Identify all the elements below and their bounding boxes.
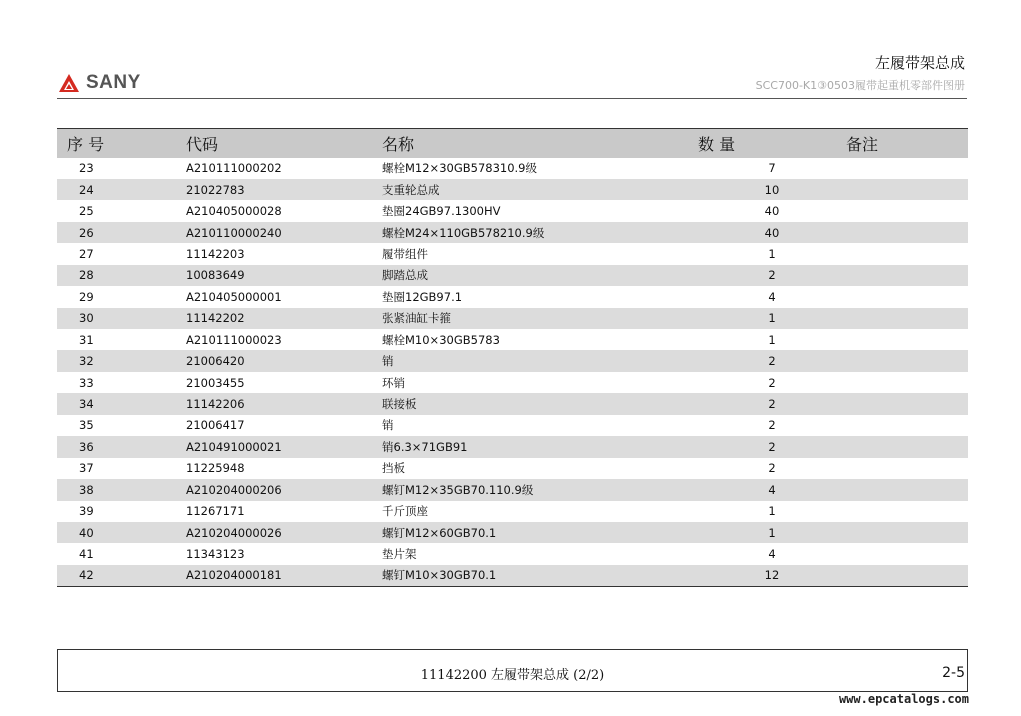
- cell-number: 42: [79, 568, 94, 583]
- cell-number: 23: [79, 161, 94, 176]
- cell-name: 螺栓M24×110GB578210.9级: [382, 225, 545, 240]
- cell-code: A210405000028: [186, 204, 282, 219]
- cell-remarks: [846, 286, 968, 307]
- cell-quantity: 1: [768, 332, 776, 347]
- cell-quantity: 4: [768, 289, 776, 304]
- cell-remarks: [846, 222, 968, 243]
- cell-remarks: [846, 458, 968, 479]
- cell-code: 11267171: [186, 504, 245, 519]
- cell-remarks: [846, 565, 968, 586]
- page-number: 2-5: [942, 665, 965, 681]
- cell-name: 脚踏总成: [382, 268, 428, 283]
- table-row: [57, 286, 968, 307]
- table-row: [57, 501, 968, 522]
- cell-remarks: [846, 179, 968, 200]
- cell-number: 40: [79, 525, 94, 540]
- cell-name: 挡板: [382, 461, 405, 476]
- cell-remarks: [846, 372, 968, 393]
- table-row: [57, 479, 968, 500]
- column-header-name: 名称: [382, 134, 415, 154]
- cell-code: 11343123: [186, 547, 245, 562]
- cell-remarks: [846, 200, 968, 221]
- cell-remarks: [846, 522, 968, 543]
- cell-quantity: 1: [768, 311, 776, 326]
- table-row: [57, 308, 968, 329]
- watermark-url: www.epcatalogs.com: [838, 692, 969, 706]
- cell-code: A210491000021: [186, 439, 282, 454]
- table-row: [57, 372, 968, 393]
- cell-code: 11142206: [186, 397, 245, 412]
- table-header-row: [57, 129, 968, 158]
- cell-quantity: 7: [768, 161, 776, 176]
- column-header-remarks: 备注: [846, 134, 879, 154]
- cell-quantity: 2: [768, 375, 776, 390]
- cell-number: 39: [79, 504, 94, 519]
- cell-number: 38: [79, 482, 94, 497]
- sany-logo: [58, 72, 141, 94]
- table-row: [57, 393, 968, 414]
- cell-remarks: [846, 265, 968, 286]
- cell-code: 21006420: [186, 354, 245, 369]
- table-row: [57, 458, 968, 479]
- cell-code: 21022783: [186, 182, 245, 197]
- cell-name: 环销: [382, 375, 405, 390]
- table-row: [57, 265, 968, 286]
- cell-name: 履带组件: [382, 246, 428, 261]
- sany-logo-icon: [58, 73, 80, 93]
- cell-quantity: 4: [768, 547, 776, 562]
- cell-number: 41: [79, 547, 94, 562]
- cell-code: 10083649: [186, 268, 245, 283]
- cell-name: 垫圈24GB97.1300HV: [382, 204, 501, 219]
- table-row: [57, 222, 968, 243]
- column-header-quantity: 数 量: [698, 134, 736, 154]
- logo-text: SANY: [86, 72, 141, 93]
- cell-name: 销: [382, 354, 394, 369]
- cell-name: 螺钉M12×35GB70.110.9级: [382, 482, 534, 497]
- parts-table: [57, 128, 968, 587]
- cell-quantity: 2: [768, 397, 776, 412]
- document-title: 左履带架总成: [874, 54, 965, 72]
- cell-number: 26: [79, 225, 94, 240]
- cell-remarks: [846, 158, 968, 179]
- cell-code: A210204000206: [186, 482, 282, 497]
- cell-remarks: [846, 308, 968, 329]
- cell-name: 垫圈12GB97.1: [382, 289, 463, 304]
- cell-name: 螺栓M12×30GB578310.9级: [382, 161, 537, 176]
- cell-number: 36: [79, 439, 94, 454]
- cell-quantity: 10: [764, 182, 780, 197]
- header-divider: [57, 98, 967, 99]
- cell-code: A210204000181: [186, 568, 282, 583]
- cell-name: 销: [382, 418, 394, 433]
- cell-code: 11142202: [186, 311, 245, 326]
- cell-code: A210110000240: [186, 225, 282, 240]
- table-row: [57, 329, 968, 350]
- cell-quantity: 12: [764, 568, 780, 583]
- cell-number: 24: [79, 182, 94, 197]
- cell-number: 33: [79, 375, 94, 390]
- column-header-code: 代码: [186, 134, 219, 154]
- cell-quantity: 40: [764, 204, 780, 219]
- table-row: [57, 522, 968, 543]
- cell-number: 28: [79, 268, 94, 283]
- cell-name: 联接板: [382, 397, 417, 412]
- cell-number: 32: [79, 354, 94, 369]
- cell-code: A210111000023: [186, 332, 282, 347]
- cell-number: 25: [79, 204, 94, 219]
- table-row: [57, 415, 968, 436]
- cell-quantity: 2: [768, 354, 776, 369]
- table-row: [57, 200, 968, 221]
- cell-quantity: 1: [768, 525, 776, 540]
- table-row: [57, 158, 968, 179]
- table-row: [57, 179, 968, 200]
- cell-name: 垫片架: [382, 547, 417, 562]
- cell-quantity: 1: [768, 504, 776, 519]
- cell-number: 35: [79, 418, 94, 433]
- cell-name: 支重轮总成: [382, 182, 440, 197]
- table-row: [57, 243, 968, 264]
- cell-code: 11225948: [186, 461, 245, 476]
- cell-quantity: 2: [768, 461, 776, 476]
- cell-name: 螺栓M10×30GB5783: [382, 332, 500, 347]
- cell-remarks: [846, 393, 968, 414]
- cell-number: 37: [79, 461, 94, 476]
- cell-quantity: 2: [768, 439, 776, 454]
- cell-number: 31: [79, 332, 94, 347]
- table-row: [57, 565, 968, 586]
- column-header-number: 序 号: [67, 134, 105, 154]
- cell-name: 螺钉M10×30GB70.1: [382, 568, 497, 583]
- cell-remarks: [846, 543, 968, 564]
- cell-code: 21003455: [186, 375, 245, 390]
- cell-remarks: [846, 479, 968, 500]
- table-row: [57, 543, 968, 564]
- cell-code: A210204000026: [186, 525, 282, 540]
- cell-quantity: 1: [768, 246, 776, 261]
- cell-name: 销6.3×71GB91: [382, 439, 468, 454]
- cell-number: 30: [79, 311, 94, 326]
- cell-code: A210111000202: [186, 161, 282, 176]
- footer-caption: 11142200 左履带架总成 (2/2): [420, 668, 605, 683]
- cell-remarks: [846, 329, 968, 350]
- cell-quantity: 2: [768, 268, 776, 283]
- cell-number: 29: [79, 289, 94, 304]
- parts-table-body: [57, 158, 968, 587]
- table-row: [57, 350, 968, 371]
- cell-name: 千斤顶座: [382, 504, 428, 519]
- cell-remarks: [846, 436, 968, 457]
- cell-quantity: 4: [768, 482, 776, 497]
- cell-code: A210405000001: [186, 289, 282, 304]
- cell-name: 张紧油缸卡箍: [382, 311, 451, 326]
- cell-number: 27: [79, 246, 94, 261]
- table-row: [57, 436, 968, 457]
- cell-remarks: [846, 350, 968, 371]
- cell-remarks: [846, 243, 968, 264]
- cell-quantity: 2: [768, 418, 776, 433]
- cell-number: 34: [79, 397, 94, 412]
- cell-quantity: 40: [764, 225, 780, 240]
- cell-remarks: [846, 415, 968, 436]
- cell-code: 21006417: [186, 418, 245, 433]
- cell-name: 螺钉M12×60GB70.1: [382, 525, 497, 540]
- footer-box: [57, 649, 968, 692]
- document-subtitle: SCC700-K1③0503履带起重机零部件图册: [755, 79, 965, 92]
- cell-remarks: [846, 501, 968, 522]
- cell-code: 11142203: [186, 246, 245, 261]
